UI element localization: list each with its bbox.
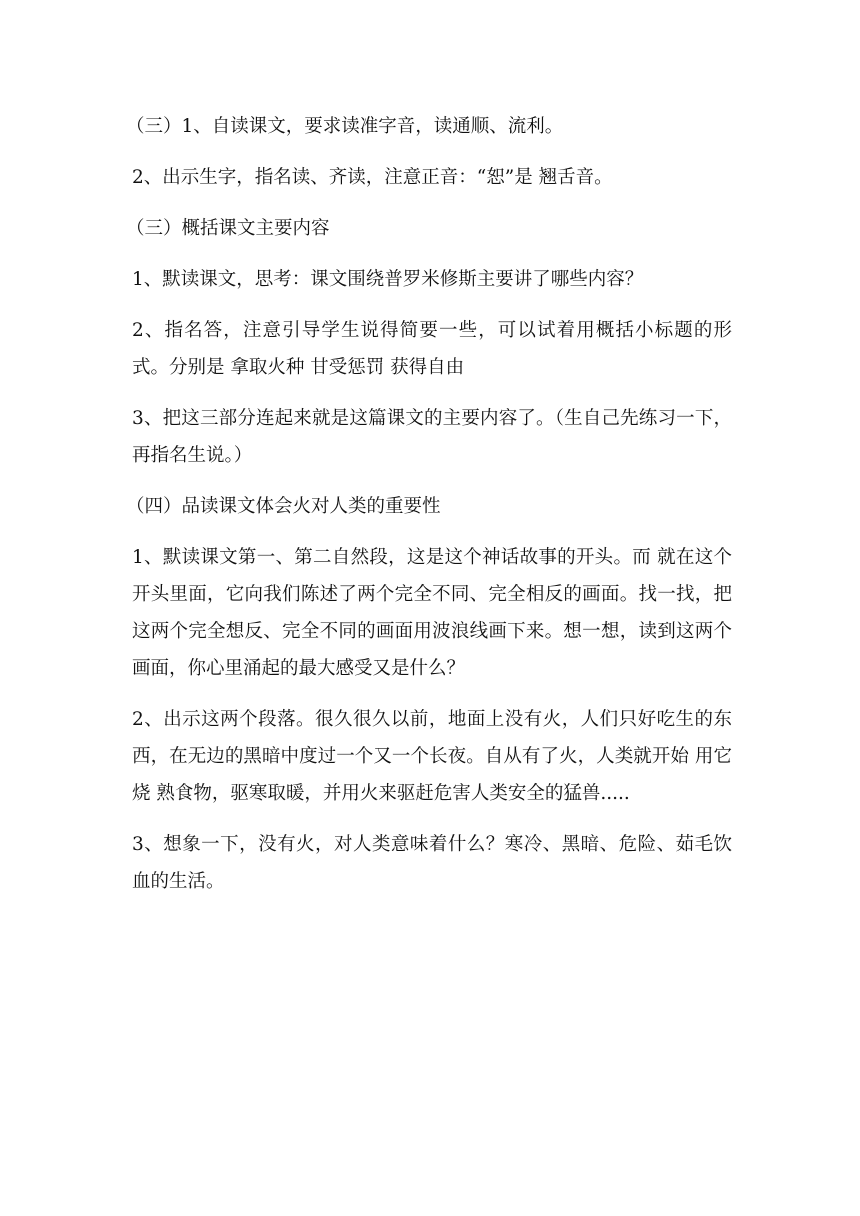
document-body <box>126 108 732 914</box>
paragraph-subtitles: 2、指名答，注意引导学生说得简要一些，可以试着用概括小标题的形式。分别是 拿取火种 甘受惩罚 获得自由 <box>132 320 732 378</box>
paragraph-imagine: 3、想象一下，没有火，对人类意味着什么？寒冷、黑暗、危险、茹毛饮血的生活。 <box>132 834 732 892</box>
paragraph-silent-reading: 1、默读课文，思考：课文围绕普罗米修斯主要讲了哪些内容？ <box>132 269 644 290</box>
paragraph-new-characters: 2、出示生字，指名读、齐读，注意正音：“恕”是 翘舌音。 <box>132 167 613 188</box>
section-heading-reading: （三）1、自读课文，要求读准字音，读通顺、流利。 <box>126 116 564 137</box>
paragraph-main-content: 3、把这三部分连起来就是这篇课文的主要内容了。（生自己先练习一下，再指名生说。） <box>132 408 732 466</box>
section-heading-importance-of-fire: （四）品读课文体会火对人类的重要性 <box>126 496 441 517</box>
paragraph-two-pictures: 1、默读课文第一、第二自然段，这是这个神话故事的开头。而 就在这个开头里面，它向我们陈述了两个完全不同、完全相反的画面。找一找，把这两个完全想反、完全不同的画面用波浪线画下来。想一想，读到这两个画面，你心里涌起的最大感受又是什么？ <box>132 547 732 679</box>
section-heading-summary: （三）概括课文主要内容 <box>126 218 330 239</box>
paragraph-show-passages: 2、出示这两个段落。很久很久以前，地面上没有火，人们只好吃生的东西，在无边的黑暗中度过一个又一个长夜。自从有了火，人类就开始 用它烧 熟食物，驱寒取暖，并用火来驱赶危害人类安全的猛兽..... <box>132 709 732 804</box>
